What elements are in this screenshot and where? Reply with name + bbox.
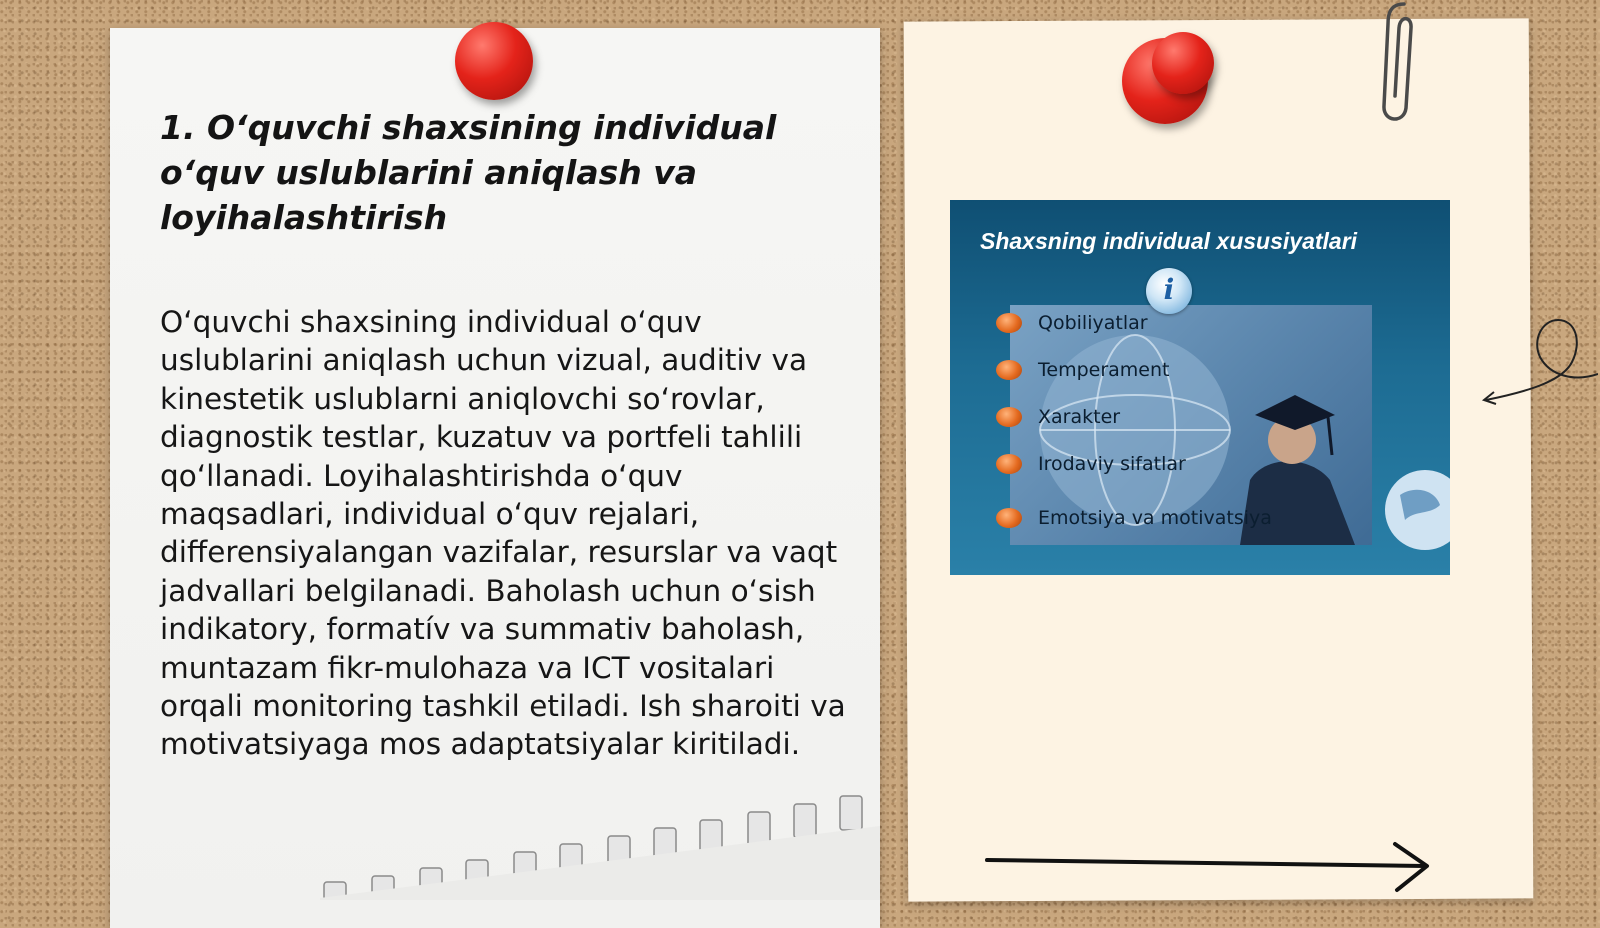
squiggle-arrow-icon (1480, 312, 1598, 412)
list-item (996, 406, 1120, 432)
heading: 1. O‘quvchi shaxsining individual o‘quv uslublarini aniqlash va loyihalashtirish (160, 108, 777, 237)
list-item (996, 359, 1169, 385)
bullet-icon (996, 508, 1022, 528)
bullet-icon (996, 360, 1022, 380)
list-item-label: Irodaviy sifatlar (1038, 453, 1186, 475)
info-icon: i (1146, 268, 1192, 314)
bullet-icon (996, 407, 1022, 427)
list-item-label: Emotsiya va motivatsiya (1038, 507, 1272, 529)
list-item (996, 507, 1272, 533)
torn-edge-tabs (320, 790, 880, 900)
body-paragraph: O‘quvchi shaxsining individual o‘quv uslublarini aniqlash uchun vizual, auditiv va kinestetik uslublarni aniqlovchi so‘rovlar, diagnostik testlar, kuzatuv va portfeli tahlili qo‘llanadi. Loyihalashtirishda o‘quv maqsadlari, individual o‘quv rejalari, differensiyalangan vazifalar, resurslar va vaqt jadvallari belgilanadi. Baholash uchun o‘sish indikatory, formatív va summativ baholash, muntazam fikr-mulohaza va ICT vositalari orqali monitoring tashkil etiladi. Ish sharoiti va motivatsiyaga mos adaptatsiyalar kiritiladi. (160, 305, 846, 762)
list-item (996, 312, 1148, 338)
embedded-slide (950, 200, 1450, 575)
list-item-label: Temperament (1038, 359, 1170, 381)
small-globe-graphic (1380, 465, 1450, 555)
list-item-label: Xarakter (1038, 406, 1121, 428)
slide-title: Shaxsning individual xususiyatlari (980, 228, 1358, 254)
push-pin-icon (455, 22, 533, 100)
list-item (996, 453, 1186, 479)
push-pin-icon (1152, 32, 1214, 94)
bullet-icon (996, 313, 1022, 333)
arrow-right-icon (985, 840, 1445, 900)
bullet-icon (996, 454, 1022, 474)
list-item-label: Qobiliyatlar (1038, 312, 1148, 334)
paper-clip-icon (1378, 0, 1422, 125)
